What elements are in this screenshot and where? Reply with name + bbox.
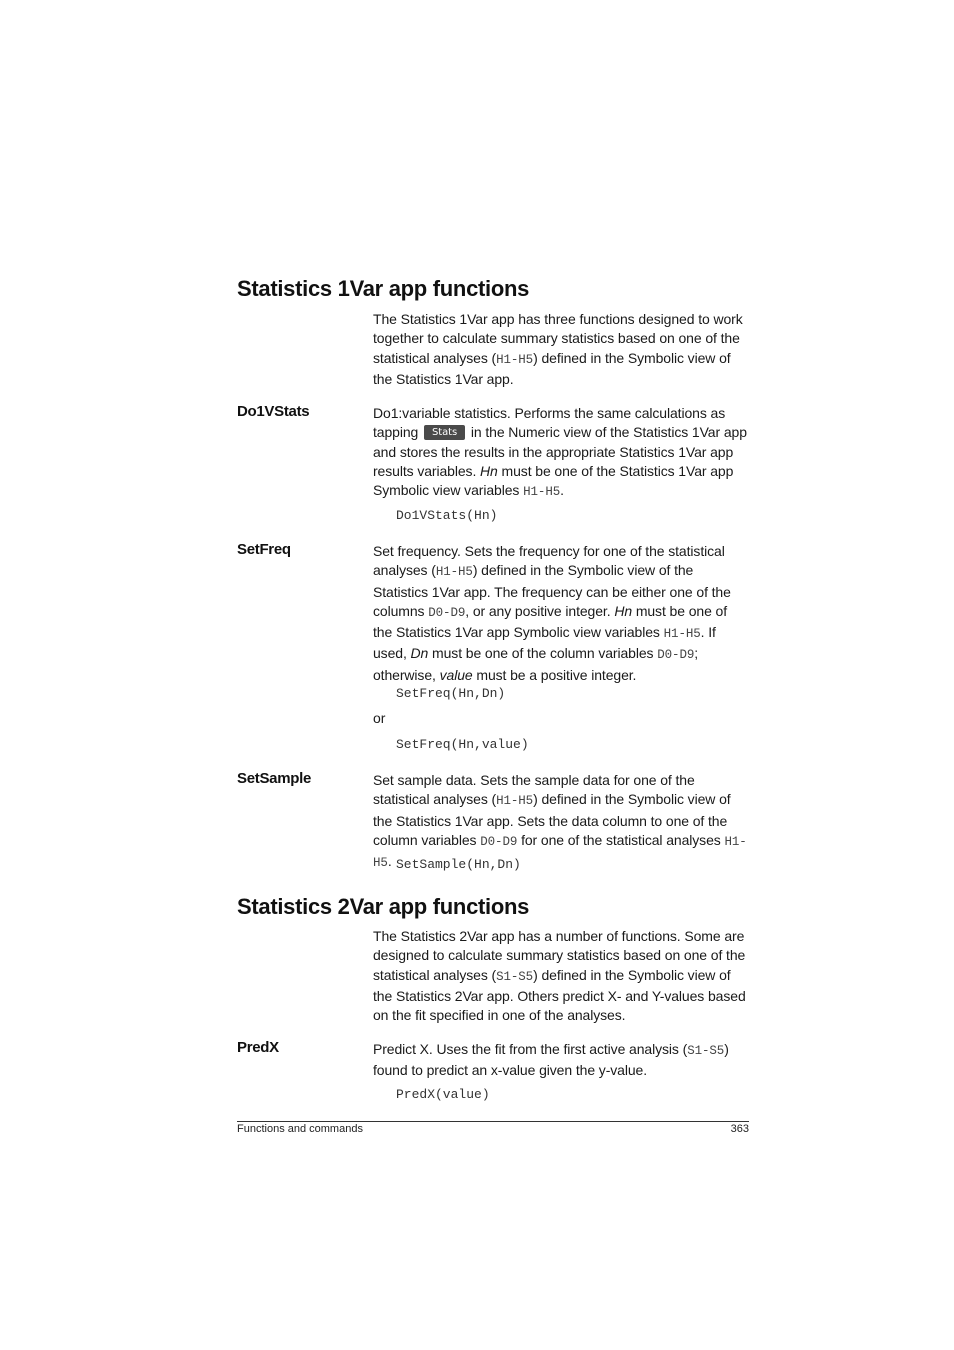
term-setsample: SetSample [237,770,311,787]
section-title-stats1var: Statistics 1Var app functions [237,276,530,301]
section-intro-stats1var: The Statistics 1Var app has three functions designed to work together to calculate summary statistics based on one of the statistical analyses (H1-H5) defined in the Symbolic view of the Statistics 1Var app. [373,311,743,387]
description-do1vstats: Do1:variable statistics. Performs the same calculations as tapping Stats in the Numeric view of the Statistics 1Var app and stores the results in the appropriate Statistics 1Var app results variables. Hn must be one of the Statistics 1Var app Symbolic view variables H1-H5. [373,405,747,500]
syntax-setsample: SetSample(Hn,Dn) [396,857,521,872]
description-predx: Predict X. Uses the fit from the first active analysis (S1-S5) found to predict an x-value given the y-value. [373,1041,729,1079]
description-setfreq: Set frequency. Sets the frequency for one of the statistical analyses (H1-H5) defined in the Symbolic view of the Statistics 1Var app. The frequency can be either one of the columns D0-D9, or any positive integer. Hn must be one of the Statistics 1Var app Symbolic view variables H1-H5. If used, Dn must be one of the column variables D0-D9; otherwise, value must be a positive integer. [373,543,731,683]
section-title-stats2var: Statistics 2Var app functions [237,894,530,919]
or-separator: or [373,710,386,726]
term-predx: PredX [237,1039,279,1056]
description-setsample: Set sample data. Sets the sample data for one of the statistical analyses (H1-H5) defined in the Symbolic view of the Statistics 1Var app. Sets the data column to one of the column variables D0-D9 for one of the statistical analyses H1-H5. [373,772,747,871]
syntax-do1vstats: Do1VStats(Hn) [396,508,498,523]
syntax-setfreq-value: SetFreq(Hn,value) [396,737,529,752]
section-intro-stats2var: The Statistics 2Var app has a number of functions. Some are designed to calculate summary statistics based on one of the statistical analyses (S1-S5) defined in the Symbolic view of the Statistics 2Var app. Others predict X- and Y-values based on the fit specified in one of the analyses. [373,928,746,1024]
term-do1vstats: Do1VStats [237,403,310,420]
footer-section-name: Functions and commands [237,1123,363,1135]
footer-rule [237,1121,749,1122]
syntax-predx: PredX(value) [396,1087,490,1102]
syntax-setfreq-dn: SetFreq(Hn,Dn) [396,686,506,701]
term-setfreq: SetFreq [237,541,291,558]
stats-key-icon: Stats [424,425,465,440]
page-number: 363 [730,1123,749,1135]
